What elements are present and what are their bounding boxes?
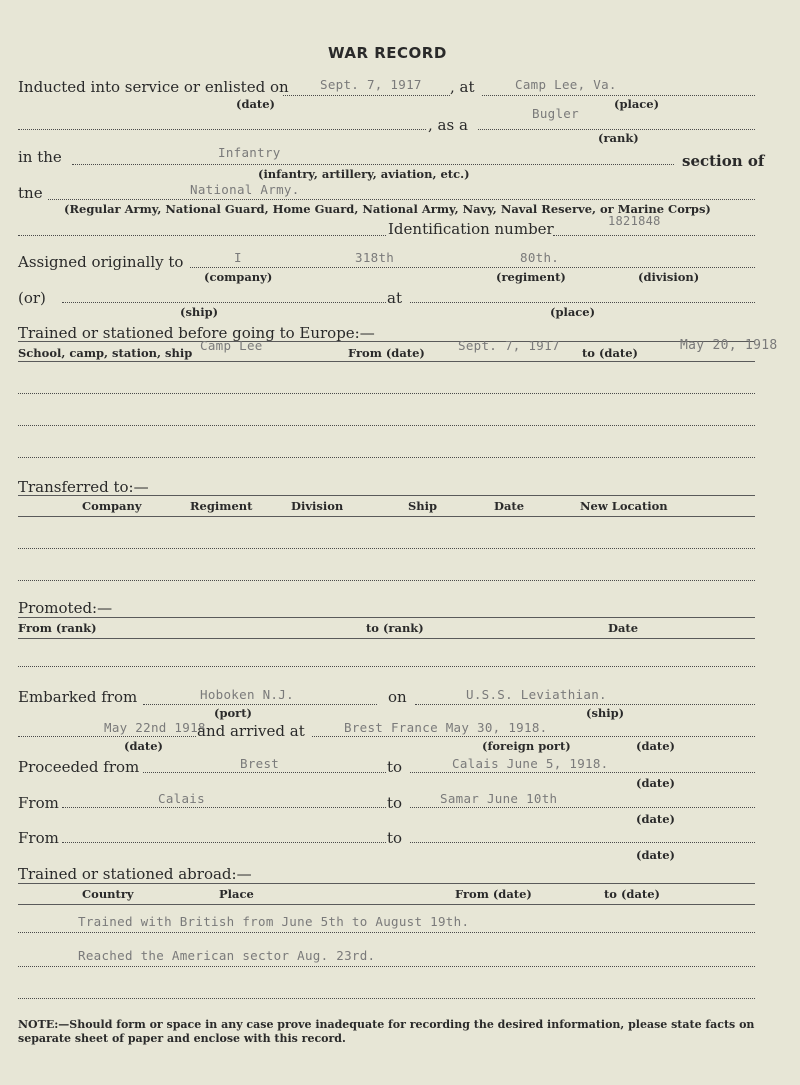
from1-value: Calais (158, 791, 205, 806)
proceeded-label: Proceeded from (18, 758, 140, 776)
embarked-ship-caption: (ship) (586, 706, 625, 720)
transferred-line-2 (18, 580, 755, 581)
trained-before-heading: Trained or stationed before going to Europe:— (18, 324, 375, 342)
section-line (72, 164, 674, 165)
from2-date-caption: (date) (636, 848, 676, 862)
to-date-label: to (date) (582, 346, 638, 360)
promoted-col-from: From (rank) (18, 621, 97, 635)
from1-line (62, 807, 386, 808)
the-value: National Army. (190, 182, 300, 197)
arrived-foreign-value: Brest France May 30, 1918. (344, 720, 548, 735)
arrived-label: and arrived at (197, 722, 305, 740)
abroad-col-place: Place (219, 887, 254, 901)
or-ship-line (62, 302, 386, 303)
rank-value: Bugler (532, 106, 579, 121)
transferred-line-1 (18, 548, 755, 549)
foreign-port-caption: (foreign port) (482, 739, 571, 753)
or-at-label: at (387, 289, 402, 307)
note-text: NOTE:—Should form or space in any case prove inadequate for recording the desired information, please state facts on separate sheet of paper and enclose with this record. (18, 1018, 755, 1045)
or-place-line (410, 302, 755, 303)
page-title: WAR RECORD (328, 44, 447, 62)
proceeded-date-caption: (date) (636, 776, 676, 790)
arrived-date-caption: (date) (124, 739, 164, 753)
from2-to-line (410, 842, 755, 843)
place-caption: (place) (550, 305, 596, 319)
abroad-line-2 (18, 966, 755, 967)
trained-before-line-1 (18, 393, 755, 394)
transferred-rule (18, 495, 755, 496)
or-label: (or) (18, 289, 46, 307)
rank-caption: (rank) (598, 131, 639, 145)
identification-value: 1821848 (608, 214, 661, 228)
proceeded-to-line (410, 772, 755, 773)
abroad-line-1 (18, 932, 755, 933)
promoted-heading: Promoted:— (18, 599, 113, 617)
inducted-date-value: Sept. 7, 1917 (320, 77, 422, 92)
proceeded-from-line (143, 772, 386, 773)
assigned-regiment-value: 318th (355, 250, 395, 265)
the-caption: (Regular Army, National Guard, Home Guard, National Army, Navy, Naval Reserve, or Marine Corps) (64, 202, 711, 216)
abroad-col-country: Country (82, 887, 134, 901)
inducted-place-line (482, 95, 755, 96)
trained-before-rule (18, 341, 755, 342)
from2-line (62, 842, 386, 843)
embarked-ship-value: U.S.S. Leviathian. (466, 687, 607, 702)
abroad-line2-value: Reached the American sector Aug. 23rd. (78, 948, 376, 963)
abroad-line-3 (18, 998, 755, 999)
transferred-header-rule (18, 516, 755, 517)
from1-date-caption: (date) (636, 812, 676, 826)
the-label: tne (18, 184, 43, 202)
trained-before-header-rule (18, 361, 755, 362)
inducted-date-caption: (date) (236, 97, 276, 111)
promoted-header-rule (18, 638, 755, 639)
arrived-date2-caption: (date) (636, 739, 676, 753)
as-a-label: , as a (428, 116, 468, 134)
promoted-line-1 (18, 666, 755, 667)
division-caption: (division) (638, 270, 700, 284)
embarked-port-value: Hoboken N.J. (200, 687, 294, 702)
rank-line (478, 129, 755, 130)
transferred-col-date: Date (494, 499, 525, 513)
inducted-place-caption: (place) (614, 97, 660, 111)
transferred-col-company: Company (82, 499, 142, 513)
embarked-on-label: on (388, 688, 407, 706)
trained-before-line-2 (18, 425, 755, 426)
from2-label: From (18, 829, 59, 847)
abroad-col-to: to (date) (604, 887, 660, 901)
from1-to-label: to (387, 794, 403, 812)
regiment-caption: (regiment) (496, 270, 566, 284)
arrived-date-line (18, 736, 196, 737)
promoted-col-date: Date (608, 621, 639, 635)
identification-label: Identification number (388, 220, 554, 238)
port-caption: (port) (214, 706, 252, 720)
from1-to-value: Samar June 10th (440, 791, 558, 806)
section-caption: (infantry, artillery, aviation, etc.) (258, 167, 470, 181)
arrived-date-value: May 22nd 1918 (104, 720, 206, 735)
assigned-line (190, 267, 755, 268)
proceeded-to-value: Calais June 5, 1918. (452, 756, 609, 771)
promoted-rule (18, 617, 755, 618)
promoted-col-to: to (rank) (366, 621, 424, 635)
trained-abroad-header-rule (18, 904, 755, 905)
identification-line (553, 235, 755, 236)
embarked-port-line (143, 704, 377, 705)
inducted-date-line (283, 95, 450, 96)
company-caption: (company) (204, 270, 273, 284)
embarked-label: Embarked from (18, 688, 138, 706)
inducted-at-label: , at (450, 78, 475, 96)
inducted-label: Inducted into service or enlisted on (18, 78, 289, 96)
to-date-value: May 20, 1918 (680, 338, 778, 353)
assigned-company-value: I (234, 250, 242, 265)
abroad-line1-value: Trained with British from June 5th to August 19th. (78, 914, 470, 929)
transferred-col-division: Division (291, 499, 344, 513)
school-label: School, camp, station, ship (18, 346, 193, 360)
the-line (48, 199, 755, 200)
from2-to-label: to (387, 829, 403, 847)
transferred-col-location: New Location (580, 499, 668, 513)
from-date-label: From (date) (348, 346, 425, 360)
assigned-label: Assigned originally to (18, 253, 184, 271)
trained-abroad-rule (18, 883, 755, 884)
trained-abroad-heading: Trained or stationed abroad:— (18, 865, 252, 883)
in-the-label: in the (18, 148, 62, 166)
arrived-foreign-line (312, 736, 755, 737)
transferred-col-regiment: Regiment (190, 499, 253, 513)
embarked-ship-line (415, 704, 755, 705)
transferred-col-ship: Ship (408, 499, 438, 513)
ship-caption: (ship) (180, 305, 219, 319)
from1-to-line (410, 807, 755, 808)
proceeded-to-label: to (387, 758, 403, 776)
from1-label: From (18, 794, 59, 812)
section-of-label: section of (682, 152, 765, 170)
transferred-heading: Transferred to:— (18, 478, 149, 496)
id-prefix-line (18, 235, 386, 236)
school-value: Camp Lee (200, 338, 263, 353)
trained-before-line-3 (18, 457, 755, 458)
section-value: Infantry (218, 145, 281, 160)
rank-prefix-line (18, 129, 426, 130)
from-date-value: Sept. 7, 1917 (458, 338, 560, 353)
proceeded-from-value: Brest (240, 756, 280, 771)
inducted-place-value: Camp Lee, Va. (515, 77, 617, 92)
abroad-col-from: From (date) (455, 887, 532, 901)
assigned-division-value: 80th. (520, 250, 560, 265)
